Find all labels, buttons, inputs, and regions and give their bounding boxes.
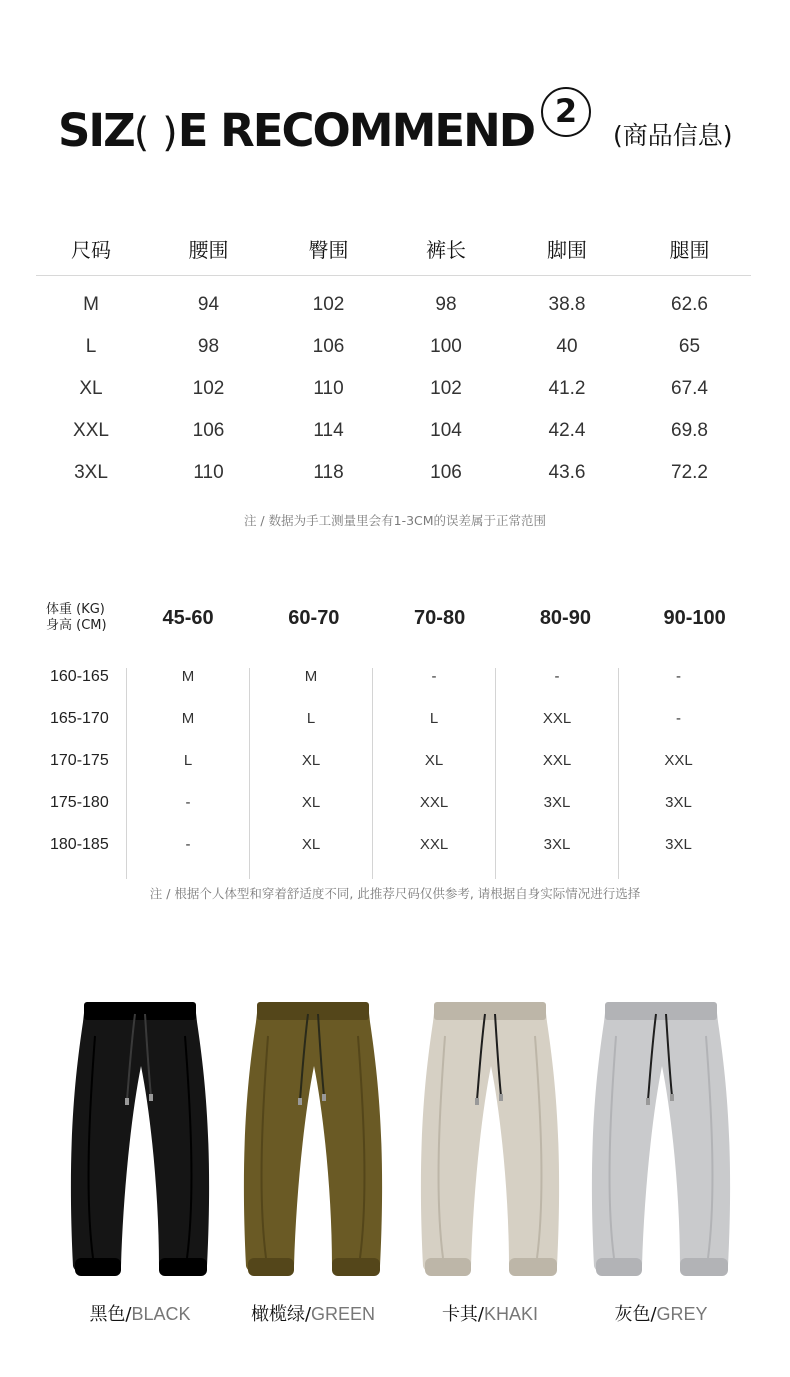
title-number-badge: 2 — [541, 87, 591, 137]
header-waist: 腰围 — [188, 238, 229, 262]
pants-cuff — [75, 1258, 121, 1276]
recommend-column — [618, 668, 738, 879]
recommend-cell: XL — [301, 752, 321, 769]
table-row — [36, 452, 751, 494]
weight-range: 60-70 — [288, 606, 340, 629]
size-cell: XXL — [73, 420, 109, 441]
recommend-column — [495, 668, 618, 879]
measurement-note: 注 / 数据为手工测量里会有1-3CM的误差属于正常范围 — [243, 513, 547, 528]
recommend-cell: 3XL — [543, 794, 571, 811]
thigh-cell: 62.6 — [671, 294, 708, 315]
recommend-cell: M — [181, 668, 195, 685]
recommend-cell: L — [429, 710, 439, 727]
recommend-table-header — [36, 598, 761, 638]
table-row — [36, 326, 751, 368]
header-hip: 臀围 — [308, 238, 349, 262]
length-cell: 98 — [435, 294, 457, 315]
recommend-cell: - — [676, 710, 681, 727]
pants-waistband — [84, 1002, 196, 1020]
pants-cuff — [248, 1258, 294, 1276]
drawstring-tip — [475, 1098, 479, 1105]
drawstring-tip — [149, 1094, 153, 1101]
recommend-cell: - — [185, 794, 191, 811]
size-table-body — [36, 276, 751, 494]
recommend-cell: XXL — [664, 752, 693, 769]
title-text: SIZ( )E RECOMMEND — [58, 104, 535, 157]
weight-axis-label: 体重 (KG) — [46, 602, 105, 617]
color-label: 卡其/KHAKI — [441, 1304, 539, 1325]
pants-waistband — [605, 1002, 717, 1020]
height-column — [36, 668, 126, 879]
page-title — [58, 92, 758, 164]
recommend-cell: XXL — [419, 794, 449, 811]
weight-range: 45-60 — [162, 606, 214, 629]
recommend-cell: XL — [424, 752, 444, 769]
drawstring-tip — [499, 1094, 503, 1101]
height-range: 170-175 — [50, 752, 109, 769]
thigh-cell: 67.4 — [671, 378, 708, 399]
size-cell: L — [85, 336, 97, 357]
length-cell: 106 — [430, 462, 462, 483]
waist-cell: 110 — [193, 462, 224, 483]
header-thigh: 腿围 — [669, 238, 710, 262]
size-recommend-table — [36, 598, 761, 879]
recommend-column — [126, 668, 249, 879]
ankle-cell: 40 — [556, 336, 578, 357]
recommend-cell: L — [183, 752, 193, 769]
header-ankle: 脚围 — [547, 238, 587, 262]
pants-cuff — [159, 1258, 207, 1276]
hip-cell: 118 — [313, 462, 344, 483]
length-cell: 100 — [430, 336, 462, 357]
size-cell: 3XL — [74, 462, 108, 483]
hip-cell: 110 — [313, 378, 344, 399]
recommend-cell: - — [431, 668, 437, 685]
title-subtitle: (商品信息) — [613, 121, 733, 150]
hip-cell: 114 — [313, 420, 344, 441]
hip-cell: 102 — [312, 294, 345, 315]
length-cell: 104 — [430, 420, 462, 441]
pants-cuff — [596, 1258, 642, 1276]
waist-cell: 98 — [197, 336, 220, 357]
waist-cell: 106 — [192, 420, 225, 441]
recommend-table-body — [36, 668, 761, 879]
height-range: 180-185 — [50, 836, 109, 853]
recommend-note: 注 / 根据个人体型和穿着舒适度不同, 此推荐尺码仅供参考, 请根据自身实际情况进行选择 — [149, 886, 641, 901]
recommend-cell: XXL — [542, 710, 572, 727]
waist-cell: 94 — [197, 294, 220, 315]
drawstring-tip — [670, 1094, 674, 1101]
drawstring-tip — [125, 1098, 129, 1105]
color-label: 黑色/BLACK — [89, 1304, 191, 1325]
axis-label — [36, 602, 125, 634]
pants-cuff — [509, 1258, 557, 1276]
weight-range: 80-90 — [539, 606, 591, 629]
waist-cell: 102 — [192, 378, 225, 399]
recommend-cell: M — [181, 710, 195, 727]
thigh-cell: 69.8 — [671, 420, 708, 441]
weight-range: 70-80 — [414, 606, 466, 629]
size-cell: M — [83, 294, 99, 315]
recommend-cell: - — [554, 668, 560, 685]
pants-cuff — [425, 1258, 471, 1276]
size-table-header — [36, 222, 751, 276]
pants-cuff — [680, 1258, 728, 1276]
hip-cell: 106 — [312, 336, 345, 357]
recommend-column — [249, 668, 372, 879]
title-paren: ( ) — [133, 110, 178, 156]
recommend-cell: - — [676, 668, 681, 685]
height-range: 175-180 — [50, 794, 109, 811]
thigh-cell: 72.2 — [671, 462, 708, 483]
size-cell: XL — [79, 378, 103, 399]
ankle-cell: 38.8 — [548, 294, 586, 315]
recommend-cell: 3XL — [665, 836, 692, 853]
recommend-cell: XXL — [419, 836, 449, 853]
recommend-cell: XL — [301, 836, 321, 853]
recommend-cell: XL — [301, 794, 321, 811]
table-row — [36, 368, 751, 410]
header-length: 裤长 — [426, 238, 466, 262]
length-cell: 102 — [430, 378, 462, 399]
pants-image — [576, 996, 746, 1280]
pants-waistband — [257, 1002, 369, 1020]
height-range: 160-165 — [50, 668, 109, 685]
recommend-cell: 3XL — [543, 836, 571, 853]
recommend-cell: M — [304, 668, 318, 685]
table-row — [36, 410, 751, 452]
product-color-variants — [0, 996, 790, 1356]
header-size: 尺码 — [71, 238, 111, 262]
recommend-cell: 3XL — [665, 794, 692, 811]
color-label: 橄榄绿/GREEN — [250, 1304, 376, 1325]
pants-image — [55, 996, 225, 1280]
table-row — [36, 284, 751, 326]
ankle-cell: 41.2 — [548, 378, 586, 399]
recommend-column — [372, 668, 495, 879]
weight-range: 90-100 — [663, 606, 726, 629]
pants-waistband — [434, 1002, 546, 1020]
ankle-cell: 43.6 — [548, 462, 586, 483]
drawstring-tip — [646, 1098, 650, 1105]
recommend-cell: - — [185, 836, 191, 853]
drawstring-tip — [298, 1098, 302, 1105]
height-range: 165-170 — [50, 710, 109, 727]
thigh-cell: 65 — [678, 336, 701, 357]
pants-image — [228, 996, 398, 1280]
recommend-cell: L — [306, 710, 316, 727]
ankle-cell: 42.4 — [548, 420, 586, 441]
drawstring-tip — [322, 1094, 326, 1101]
height-axis-label: 身高 (CM) — [46, 618, 107, 633]
recommend-cell: XXL — [542, 752, 572, 769]
color-label: 灰色/GREY — [614, 1304, 708, 1325]
pants-image — [405, 996, 575, 1280]
pants-cuff — [332, 1258, 380, 1276]
size-table — [36, 222, 751, 494]
